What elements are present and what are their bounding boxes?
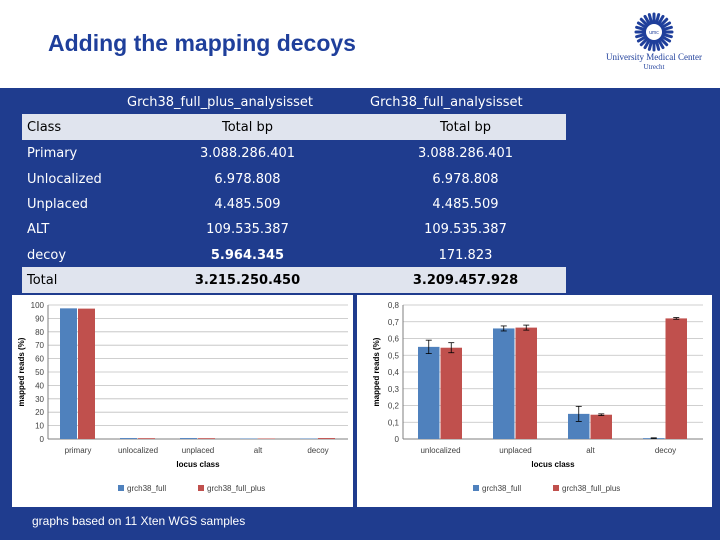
footnote: graphs based on 11 Xten WGS samples: [32, 514, 246, 528]
bar-grch38_full_plus-decoy: [666, 318, 688, 439]
y-tick-label: 30: [35, 394, 44, 404]
y-tick-label: 0,4: [387, 368, 399, 377]
x-tick-label: alt: [253, 446, 263, 455]
row-label: Primary: [27, 146, 78, 161]
legend-swatch: [553, 485, 559, 491]
umc-logo-icon: [594, 12, 714, 52]
x-axis-title: locus class: [531, 460, 575, 469]
x-tick-label: unplaced: [499, 446, 532, 455]
y-tick-label: 0,3: [387, 384, 399, 394]
y-tick-label: 0,8: [387, 301, 399, 310]
x-tick-label: decoy: [654, 446, 677, 455]
logo-line-1: University Medical Center: [606, 52, 702, 62]
row-value: 109.535.387: [206, 222, 289, 237]
bar-grch38_full_plus-alt: [258, 439, 275, 440]
x-tick-label: decoy: [307, 446, 329, 455]
y-tick-label: 0,7: [387, 317, 399, 327]
col-header-2: Total bp: [440, 120, 491, 135]
y-tick-label: 40: [35, 381, 44, 391]
y-axis-title: mapped reads (%): [372, 337, 381, 407]
dataset-header-1: Grch38_full_plus_analysisset: [127, 95, 313, 110]
y-tick-label: 50: [35, 368, 44, 377]
bar-grch38_full-unlocalized: [418, 347, 440, 439]
row-label: Total: [27, 273, 58, 288]
chart-1: [12, 295, 353, 507]
slide-title: Adding the mapping decoys: [48, 30, 356, 56]
x-tick-label: unplaced: [181, 446, 215, 455]
y-tick-label: 100: [30, 301, 44, 310]
y-tick-label: 70: [35, 341, 44, 351]
bar-grch38_full_plus-primary: [78, 309, 95, 439]
bar-grch38_full_plus-decoy: [318, 438, 335, 439]
y-tick-label: 0,1: [387, 418, 399, 428]
bar-grch38_full_plus-unlocalized: [138, 438, 155, 439]
bar-grch38_full-unlocalized: [120, 438, 137, 439]
y-tick-label: 90: [35, 314, 44, 324]
row-value: 6.978.808: [214, 172, 281, 187]
bar-grch38_full_plus-unplaced: [516, 328, 538, 439]
row-value: 6.978.808: [432, 172, 499, 187]
logo-mark: umc: [649, 30, 659, 36]
row-value: 4.485.509: [214, 197, 281, 212]
y-tick-label: 0: [39, 435, 44, 444]
x-tick-label: unlocalized: [420, 446, 461, 455]
legend-swatch: [118, 485, 124, 491]
y-tick-label: 0,5: [387, 351, 399, 361]
bar-grch38_full-unplaced: [493, 328, 515, 439]
row-value: 3.209.457.928: [412, 273, 519, 288]
row-value: 5.964.345: [210, 248, 285, 263]
dataset-header-2: Grch38_full_analysisset: [370, 95, 523, 110]
y-tick-label: 20: [35, 408, 44, 418]
bar-grch38_full-alt: [240, 439, 257, 440]
row-value: 171.823: [438, 248, 493, 263]
legend-label: grch38_full_plus: [207, 484, 266, 493]
chart-2: [357, 295, 712, 507]
bar-grch38_full-primary: [60, 308, 77, 439]
bar-grch38_full-unplaced: [180, 438, 197, 439]
bar-grch38_full_plus-alt: [591, 415, 613, 439]
row-label: decoy: [27, 248, 67, 263]
y-tick-label: 0: [394, 435, 399, 444]
legend-swatch: [473, 485, 479, 491]
legend-swatch: [198, 485, 204, 491]
x-tick-label: alt: [586, 446, 595, 455]
legend-label: grch38_full: [482, 484, 522, 493]
y-tick-label: 0,6: [387, 334, 399, 344]
bar-grch38_full_plus-unlocalized: [441, 348, 463, 439]
col-header-1: Total bp: [222, 120, 273, 135]
y-tick-label: 0,2: [387, 401, 399, 411]
x-axis-title: locus class: [176, 460, 220, 469]
legend-label: grch38_full_plus: [562, 484, 621, 493]
row-value: 3.215.250.450: [194, 273, 301, 288]
logo: [594, 12, 714, 72]
chart-2-svg: [357, 295, 712, 507]
row-label: Unplaced: [27, 197, 88, 212]
row-value: 3.088.286.401: [417, 146, 514, 161]
y-axis-title: mapped reads (%): [17, 337, 26, 407]
y-tick-label: 80: [35, 327, 44, 337]
row-value: 3.088.286.401: [199, 146, 296, 161]
class-header: Class: [27, 120, 62, 135]
row-value: 4.485.509: [432, 197, 499, 212]
row-label: ALT: [27, 222, 50, 237]
y-tick-label: 10: [35, 421, 44, 431]
row-value: 109.535.387: [424, 222, 507, 237]
logo-line-2: Utrecht: [643, 63, 665, 71]
legend-label: grch38_full: [127, 484, 167, 493]
y-tick-label: 60: [35, 354, 44, 364]
bar-grch38_full-decoy: [300, 439, 317, 440]
chart-1-svg: [12, 295, 353, 507]
bar-grch38_full_plus-unplaced: [198, 438, 215, 439]
x-tick-label: unlocalized: [117, 446, 159, 455]
x-tick-label: primary: [64, 446, 92, 455]
row-label: Unlocalized: [27, 172, 102, 187]
